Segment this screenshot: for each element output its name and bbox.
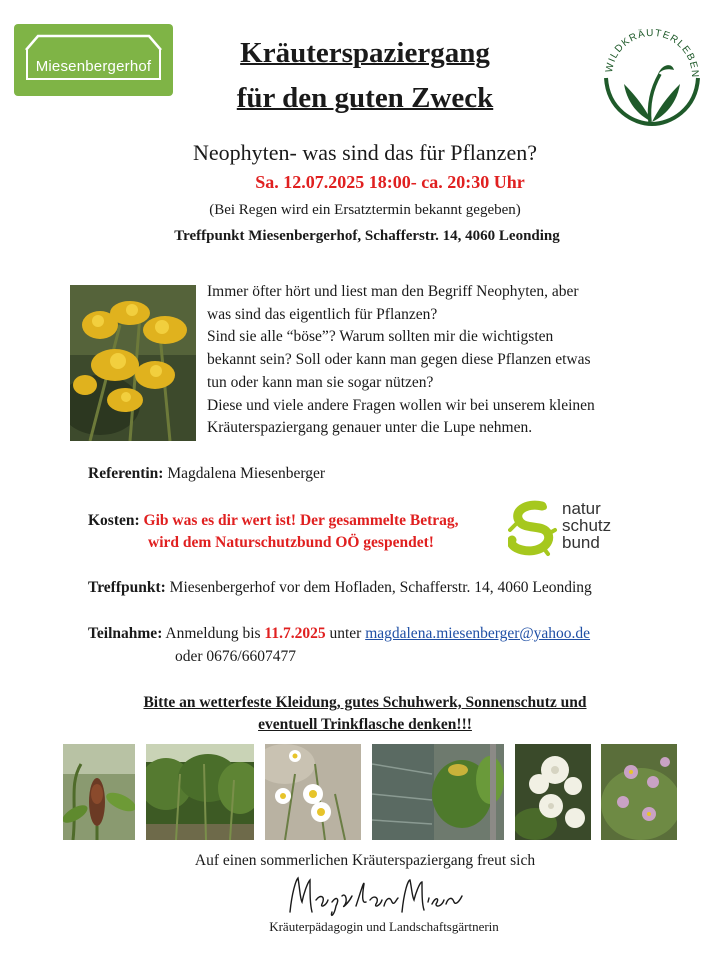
wildkraeuterleben-logo: [600, 18, 704, 126]
packing-note-line1: Bitte an wetterfeste Kleidung, gutes Schuhwerk, Sonnenschutz und: [143, 694, 587, 711]
meeting-point-header: Treffpunkt Miesenbergerhof, Schafferstr. 14, 4060 Leonding: [174, 228, 560, 244]
naturschutzbund-wordmark: natur schutz bund: [562, 499, 612, 552]
photo-yarrow: [515, 744, 591, 840]
photo-knotweed: [63, 744, 135, 840]
intro-line: Diese und viele andere Fragen wollen wir bei unserem kleinen: [207, 396, 595, 414]
signup-deadline: 11.7.2025: [264, 625, 326, 642]
signup-email-link[interactable]: magdalena.miesenberger@yahoo.de: [365, 625, 591, 642]
cost-row: [88, 512, 459, 530]
logo-label: Miesenbergerhof: [35, 58, 152, 75]
salamander-icon: [508, 500, 558, 558]
intro-line: bekannt sein? Soll oder kann man gegen diese Pflanzen etwas: [207, 351, 591, 369]
signup-label: Teilnahme:: [88, 625, 163, 642]
intro-line: Immer öfter hört und liest man den Begriff Neophyten, aber: [207, 283, 579, 300]
rain-note: (Bei Regen wird ein Ersatztermin bekannt gegeben): [209, 202, 521, 218]
intro-text: [207, 281, 657, 440]
meeting-point-row: [88, 579, 592, 597]
closing-text: Auf einen sommerlichen Kräuterspaziergang freut sich: [194, 852, 536, 869]
intro-line: was sind das eigentlich für Pflanzen?: [207, 305, 438, 323]
signup-phone: oder 0676/6607477: [175, 648, 296, 665]
speaker-row: [88, 465, 325, 483]
meeting-point-label: Treffpunkt:: [88, 579, 166, 596]
naturschutzbund-logo: [508, 500, 620, 560]
intro-line: tun oder kann man sie sogar nützen?: [207, 373, 434, 391]
cost-label: Kosten:: [88, 512, 140, 529]
speaker-label: Referentin:: [88, 465, 164, 482]
meeting-point-text: Miesenbergerhof vor dem Hofladen, Schafferstr. 14, 4060 Leonding: [169, 579, 592, 596]
signup-mid: unter: [329, 625, 362, 642]
house-roof-icon: [24, 33, 163, 51]
event-date: Sa. 12.07.2025 18:00- ca. 20:30 Uhr: [255, 172, 525, 192]
photo-bamboo: [146, 744, 254, 840]
intro-line: Sind sie alle “böse”? Warum sollten mir die wichtigsten: [207, 328, 554, 346]
subtitle: Neophyten- was sind das für Pflanzen?: [193, 140, 537, 165]
title-line-1: Kräuterspaziergang: [240, 37, 490, 69]
photo-aster: [601, 744, 677, 840]
packing-note-line2: eventuell Trinkflasche denken!!!: [258, 716, 472, 733]
signer-role: Kräuterpädagogin und Landschaftsgärtnerin: [269, 919, 499, 934]
svg-text:WILDKRÄUTERLEBEN: WILDKRÄUTERLEBEN: [603, 27, 701, 79]
signup-row: [88, 625, 590, 643]
speaker-name: Magdalena Miesenberger: [167, 465, 326, 482]
handwritten-signature: [286, 872, 464, 920]
signup-pre: Anmeldung bis: [165, 625, 261, 642]
photo-fleabane: [265, 744, 361, 840]
title-line-2: für den guten Zweck: [236, 82, 494, 114]
cost-text-line2: wird dem Naturschutzbund OÖ gespendet!: [148, 534, 434, 551]
intro-line: Kräuterspaziergang genauer unter die Lupe nehmen.: [207, 419, 533, 437]
packing-note: [0, 692, 725, 736]
cost-text-line1: Gib was es dir wert ist! Der gesammelte Betrag,: [143, 512, 459, 529]
goldenrod-photo: [70, 285, 196, 441]
photo-riverbank: [372, 744, 504, 840]
